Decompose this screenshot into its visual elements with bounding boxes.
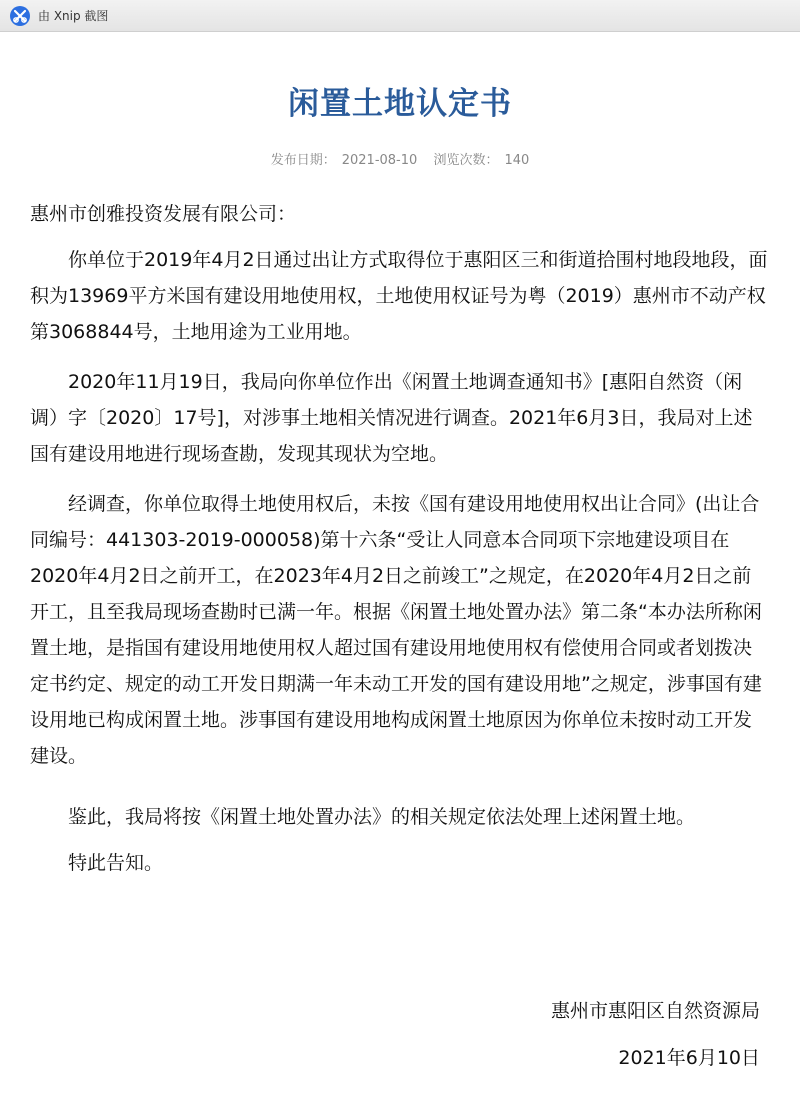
- document-title: 闲置土地认定书: [288, 86, 512, 122]
- window-title: 由 Xnip 截图: [38, 9, 109, 23]
- paragraph-5: 特此告知。: [68, 852, 164, 874]
- paragraph-4: 鉴此，我局将按《闲置土地处置办法》的相关规定依法处理上述闲置土地。: [68, 806, 696, 828]
- signature-date: 2021年6月10日: [618, 1047, 760, 1069]
- addressee: 惠州市创雅投资发展有限公司：: [30, 203, 297, 225]
- publish-date: [268, 153, 421, 168]
- view-count-value: 140: [504, 153, 530, 168]
- window-titlebar: [0, 0, 800, 32]
- view-count-label: 浏览次数：: [433, 153, 499, 168]
- document-meta: [0, 149, 800, 168]
- paragraph-3: 经调查，你单位取得土地使用权后，未按《国有建设用地使用权出让合同》(出让合同编号：441303-2019-000058)第十六条“受让人同意本合同项下宗地建设项目在2020年4月2日之前开工，在2023年4月2日之前竣工”之规定，在2020年4月2日之前开工，且至我局现场查勘时已满一年。根据《闲置土地处置办法》第二条“本办法所称闲置土地，是指国有建设用地使用权人超过国有建设用地使用权有偿使用合同或者划拨决定书约定、规定的动工开发日期满一年未动工开发的国有建设用地”之规定，涉事国有建设用地已构成闲置土地。涉事国有建设用地构成闲置土地原因为你单位未按时动工开发建设。: [30, 493, 762, 767]
- xnip-app-icon: [10, 6, 30, 26]
- publish-date-label: 发布日期：: [270, 153, 336, 168]
- signature-organization: 惠州市惠阳区自然资源局: [550, 1000, 760, 1022]
- view-count: [430, 153, 532, 168]
- paragraph-1: 你单位于2019年4月2日通过出让方式取得位于惠阳区三和街道拾围村地段地段，面积为13969平方米国有建设用地使用权，土地使用权证号为粤（2019）惠州市不动产权第3068844号，土地用途为工业用地。: [30, 249, 768, 343]
- publish-date-value: 2021-08-10: [341, 153, 418, 168]
- paragraph-2: 2020年11月19日，我局向你单位作出《闲置土地调查通知书》[惠阳自然资（闲调）字〔2020〕17号]，对涉事土地相关情况进行调查。2021年6月3日，我局对上述国有建设用地进行现场查勘，发现其现状为空地。: [30, 371, 753, 465]
